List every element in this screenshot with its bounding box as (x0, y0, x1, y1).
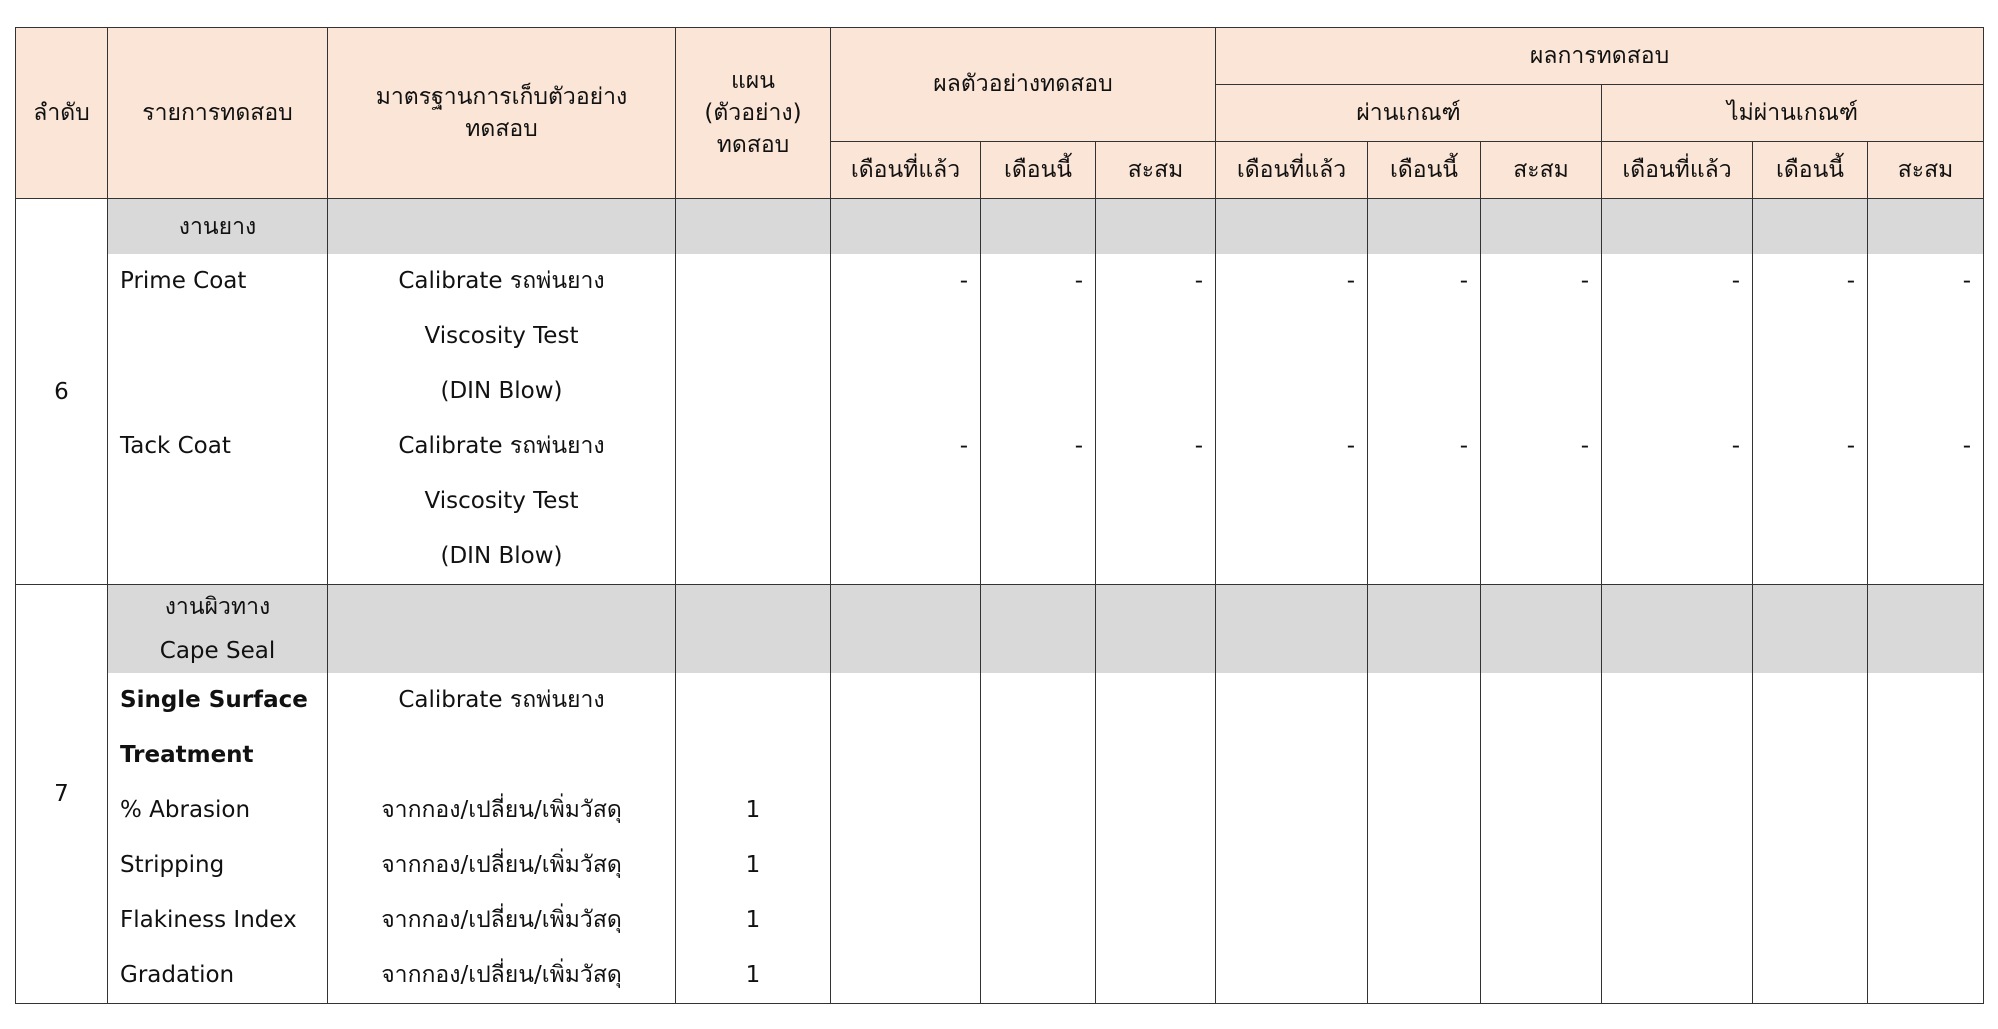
header-test-item: รายการทดสอบ (108, 28, 328, 199)
value-cell: - (959, 433, 968, 459)
section-7-title-row (16, 585, 1984, 674)
value-cell: - (1962, 433, 1972, 459)
plan-value: 1 (745, 852, 761, 878)
standard-text: Viscosity Test (424, 488, 579, 514)
header-order: ลำดับ (16, 28, 108, 199)
plan-value: 1 (745, 797, 761, 823)
value-cell: - (1580, 268, 1589, 294)
section-title: งานผิวทาง Cape Seal (108, 585, 328, 674)
header-sample-cumulative: สะสม (1096, 142, 1216, 199)
value-cell: - (1459, 268, 1468, 294)
standard-text: (DIN Blow) (440, 378, 563, 404)
test-item-name: Prime Coat (120, 268, 247, 294)
header-sample-result: ผลตัวอย่างทดสอบ (831, 28, 1216, 142)
value-cell: - (1074, 433, 1083, 459)
header-failed-this-month: เดือนนี้ (1753, 142, 1868, 199)
test-item-name: Tack Coat (120, 433, 231, 459)
value-column (1481, 254, 1602, 585)
test-item-column (108, 254, 328, 585)
value-column (1481, 673, 1602, 1004)
standard-text: จากกอง/เปลี่ยน/เพิ่มวัสดุ (381, 962, 622, 988)
plan-value: 1 (745, 907, 761, 933)
value-column (1368, 254, 1481, 585)
value-cell: - (1459, 433, 1468, 459)
value-column (981, 254, 1096, 585)
value-cell: - (1346, 433, 1355, 459)
plan-value: 1 (745, 962, 761, 988)
standard-text: (DIN Blow) (440, 543, 563, 569)
header-passed-this-month: เดือนนี้ (1368, 142, 1481, 199)
value-column (1602, 673, 1753, 1004)
value-column (1602, 254, 1753, 585)
value-column (1096, 254, 1216, 585)
value-column (831, 673, 981, 1004)
section-title: งานยาง (108, 199, 328, 255)
standard-text: Calibrate รถพ่นยาง (398, 433, 605, 459)
value-column (1096, 673, 1216, 1004)
header-sample-last-month: เดือนที่แล้ว (831, 142, 981, 199)
plan-column (676, 254, 831, 585)
header-test-result: ผลการทดสอบ (1216, 28, 1984, 85)
test-item-column (108, 673, 328, 1004)
standard-text: Calibrate รถพ่นยาง (398, 687, 605, 713)
value-column (831, 254, 981, 585)
standard-text: จากกอง/เปลี่ยน/เพิ่มวัสดุ (381, 907, 622, 933)
section-6-body-row (16, 254, 1984, 585)
plan-column (676, 673, 831, 1004)
header-failed-last-month: เดือนที่แล้ว (1602, 142, 1753, 199)
value-column (1868, 254, 1984, 585)
value-column (981, 673, 1096, 1004)
standard-text: จากกอง/เปลี่ยน/เพิ่มวัสดุ (381, 797, 622, 823)
test-item-name: % Abrasion (120, 797, 251, 823)
header-failed: ไม่ผ่านเกณฑ์ (1602, 85, 1984, 142)
header-passed-last-month: เดือนที่แล้ว (1216, 142, 1368, 199)
value-column (1868, 673, 1984, 1004)
value-cell: - (1074, 268, 1083, 294)
value-column (1216, 673, 1368, 1004)
value-cell: - (1846, 268, 1855, 294)
header-passed-cumulative: สะสม (1481, 142, 1602, 199)
header-standard: มาตรฐานการเก็บตัวอย่างทดสอบ (328, 28, 676, 199)
value-cell: - (959, 268, 968, 294)
header-plan: แผน (ตัวอย่าง) ทดสอบ (676, 28, 831, 199)
standard-column (328, 254, 676, 585)
value-column (1216, 254, 1368, 585)
value-cell: - (1194, 268, 1203, 294)
standard-text: จากกอง/เปลี่ยน/เพิ่มวัสดุ (381, 852, 622, 878)
test-item-name: Gradation (120, 962, 235, 988)
header-passed: ผ่านเกณฑ์ (1216, 85, 1602, 142)
value-column (1368, 673, 1481, 1004)
header-failed-cumulative: สะสม (1868, 142, 1984, 199)
test-item-name: Stripping (120, 852, 225, 878)
standard-text: Calibrate รถพ่นยาง (398, 268, 605, 294)
test-item-name: Single Surface (120, 687, 308, 713)
value-column (1753, 673, 1868, 1004)
test-item-name: Flakiness Index (120, 907, 297, 933)
value-cell: - (1580, 433, 1589, 459)
standard-text: Viscosity Test (424, 323, 579, 349)
value-cell: - (1346, 268, 1355, 294)
section-order: 7 (16, 585, 108, 1004)
value-cell: - (1731, 433, 1740, 459)
value-column (1753, 254, 1868, 585)
value-cell: - (1731, 268, 1740, 294)
section-6-title-row (16, 199, 1984, 255)
value-cell: - (1194, 433, 1203, 459)
value-cell: - (1962, 268, 1972, 294)
header-sample-this-month: เดือนนี้ (981, 142, 1096, 199)
section-7-body-row (16, 673, 1984, 1004)
table-header (16, 28, 1984, 199)
value-cell: - (1846, 433, 1855, 459)
test-results-table (15, 27, 1984, 1004)
test-item-name: Treatment (120, 742, 254, 768)
section-order: 6 (16, 199, 108, 585)
standard-column (328, 673, 676, 1004)
